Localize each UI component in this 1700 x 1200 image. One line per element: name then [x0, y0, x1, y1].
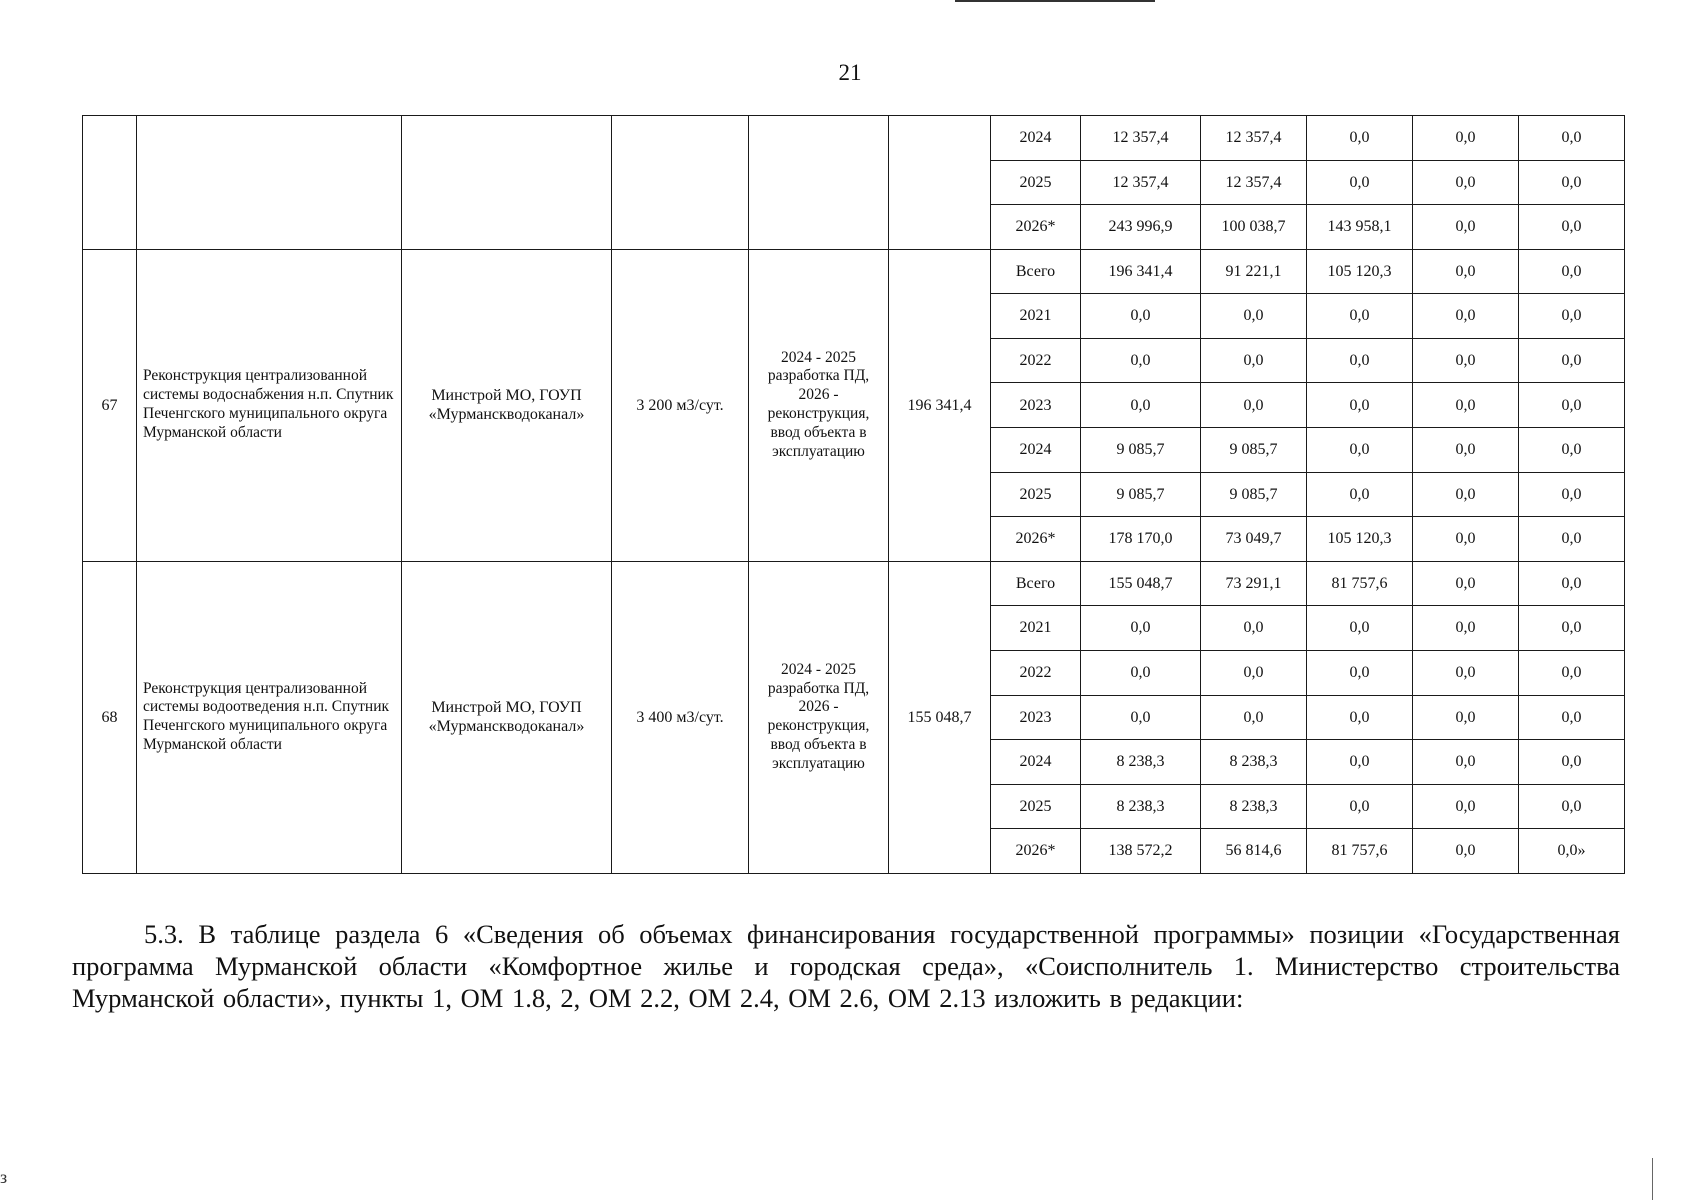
amount-cell: 0,0	[1413, 829, 1519, 874]
amount-cell: 0,0	[1307, 650, 1413, 695]
amount-cell: 9 085,7	[1201, 472, 1307, 517]
amount-cell: 0,0	[1413, 116, 1519, 161]
financing-table	[82, 115, 1625, 874]
year-cell: 2024	[991, 740, 1081, 785]
year-cell: 2023	[991, 383, 1081, 428]
amount-cell: 81 757,6	[1307, 561, 1413, 606]
executor-cell: Минстрой МО, ГОУП «Мурманскводоканал»	[402, 561, 612, 873]
amount-cell: 0,0	[1081, 606, 1201, 651]
year-cell: 2026*	[991, 205, 1081, 250]
year-cell: 2021	[991, 606, 1081, 651]
amount-cell: 0,0	[1307, 784, 1413, 829]
amount-cell: 143 958,1	[1307, 205, 1413, 250]
amount-cell: 0,0	[1307, 160, 1413, 205]
amount-cell: 0,0	[1413, 428, 1519, 473]
page-number: 21	[838, 60, 862, 85]
amount-cell: 0,0	[1201, 294, 1307, 339]
amount-cell: 105 120,3	[1307, 249, 1413, 294]
amount-cell: 0,0	[1413, 294, 1519, 339]
amount-cell: 0,0	[1307, 294, 1413, 339]
amount-cell: 56 814,6	[1201, 829, 1307, 874]
amount-cell: 0,0	[1307, 338, 1413, 383]
amount-cell: 0,0	[1519, 740, 1625, 785]
amount-cell: 105 120,3	[1307, 517, 1413, 562]
amount-cell: 0,0	[1307, 472, 1413, 517]
amount-cell: 0,0»	[1519, 829, 1625, 874]
amount-cell: 73 291,1	[1201, 561, 1307, 606]
amount-cell: 243 996,9	[1081, 205, 1201, 250]
amount-cell: 0,0	[1519, 338, 1625, 383]
amount-cell: 0,0	[1413, 740, 1519, 785]
amount-cell: 0,0	[1413, 472, 1519, 517]
amount-cell: 0,0	[1519, 784, 1625, 829]
year-cell: 2025	[991, 472, 1081, 517]
amount-cell: 196 341,4	[1081, 249, 1201, 294]
amount-cell: 9 085,7	[1081, 472, 1201, 517]
margin-mark: з	[0, 1167, 8, 1187]
total-cost-cell: 196 341,4	[889, 249, 991, 561]
amount-cell: 0,0	[1413, 160, 1519, 205]
amount-cell: 0,0	[1519, 695, 1625, 740]
year-cell: Всего	[991, 561, 1081, 606]
scan-edge-mark	[1652, 1158, 1653, 1200]
amount-cell: 0,0	[1413, 517, 1519, 562]
amount-cell: 0,0	[1413, 338, 1519, 383]
amount-cell: 0,0	[1413, 784, 1519, 829]
amount-cell: 0,0	[1081, 695, 1201, 740]
amount-cell: 8 238,3	[1081, 784, 1201, 829]
amount-cell: 12 357,4	[1081, 116, 1201, 161]
item-name-cell: Реконструкция централизованной системы водоотведения н.п. Спутник Печенгского муниципального округа Мурманской области	[137, 561, 402, 873]
amount-cell: 0,0	[1519, 294, 1625, 339]
amount-cell: 8 238,3	[1201, 784, 1307, 829]
capacity-cell: 3 400 м3/сут.	[612, 561, 749, 873]
amount-cell: 0,0	[1413, 249, 1519, 294]
amount-cell: 0,0	[1201, 606, 1307, 651]
year-cell: 2026*	[991, 829, 1081, 874]
amount-cell: 0,0	[1413, 650, 1519, 695]
year-cell: 2026*	[991, 517, 1081, 562]
amount-cell: 0,0	[1519, 383, 1625, 428]
amount-cell: 0,0	[1519, 428, 1625, 473]
amount-cell: 0,0	[1519, 116, 1625, 161]
amount-cell: 0,0	[1519, 160, 1625, 205]
amount-cell: 0,0	[1519, 650, 1625, 695]
total-cost-cell	[889, 116, 991, 250]
amendment-paragraph: 5.3. В таблице раздела 6 «Сведения об объемах финансирования государственной программы» позиции «Государственная программа Мурманской области «Комфортное жилье и городская среда», «Соисполнитель 1. Министерство строительства Мурманской области», пункты 1, ОМ 1.8, 2, ОМ 2.2, ОМ 2.4, ОМ 2.6, ОМ 2.13 изложить в редакции:	[72, 919, 1620, 1013]
amount-cell: 0,0	[1201, 338, 1307, 383]
amount-cell: 81 757,6	[1307, 829, 1413, 874]
amount-cell: 73 049,7	[1201, 517, 1307, 562]
year-cell: Всего	[991, 249, 1081, 294]
amount-cell: 0,0	[1519, 606, 1625, 651]
amount-cell: 0,0	[1307, 606, 1413, 651]
amount-cell: 138 572,2	[1081, 829, 1201, 874]
year-cell: 2022	[991, 338, 1081, 383]
year-cell: 2023	[991, 695, 1081, 740]
amount-cell: 12 357,4	[1201, 160, 1307, 205]
amount-cell: 0,0	[1413, 383, 1519, 428]
amount-cell: 0,0	[1413, 695, 1519, 740]
year-cell: 2025	[991, 784, 1081, 829]
table-row	[83, 249, 1625, 294]
item-number-cell	[83, 116, 137, 250]
period-cell	[749, 116, 889, 250]
amount-cell: 100 038,7	[1201, 205, 1307, 250]
year-cell: 2024	[991, 116, 1081, 161]
amount-cell: 0,0	[1519, 472, 1625, 517]
top-rule	[955, 0, 1155, 2]
table-row	[83, 561, 1625, 606]
amount-cell: 0,0	[1519, 205, 1625, 250]
amount-cell: 91 221,1	[1201, 249, 1307, 294]
executor-cell	[402, 116, 612, 250]
period-cell: 2024 - 2025 разработка ПД, 2026 - реконструкция, ввод объекта в эксплуатацию	[749, 561, 889, 873]
amount-cell: 0,0	[1307, 383, 1413, 428]
amount-cell: 0,0	[1307, 740, 1413, 785]
item-number-cell: 68	[83, 561, 137, 873]
table-row	[83, 116, 1625, 161]
item-name-cell: Реконструкция централизованной системы водоснабжения н.п. Спутник Печенгского муниципального округа Мурманской области	[137, 249, 402, 561]
table-body	[83, 116, 1625, 874]
amount-cell: 178 170,0	[1081, 517, 1201, 562]
executor-cell: Минстрой МО, ГОУП «Мурманскводоканал»	[402, 249, 612, 561]
capacity-cell: 3 200 м3/сут.	[612, 249, 749, 561]
amount-cell: 9 085,7	[1201, 428, 1307, 473]
amount-cell: 12 357,4	[1201, 116, 1307, 161]
amount-cell: 0,0	[1413, 561, 1519, 606]
item-name-cell	[137, 116, 402, 250]
amount-cell: 0,0	[1201, 383, 1307, 428]
amount-cell: 0,0	[1307, 695, 1413, 740]
amount-cell: 0,0	[1081, 383, 1201, 428]
amount-cell: 0,0	[1413, 606, 1519, 651]
amount-cell: 0,0	[1519, 517, 1625, 562]
amount-cell: 8 238,3	[1201, 740, 1307, 785]
amount-cell: 0,0	[1081, 294, 1201, 339]
amount-cell: 0,0	[1201, 650, 1307, 695]
amount-cell: 0,0	[1201, 695, 1307, 740]
total-cost-cell: 155 048,7	[889, 561, 991, 873]
period-cell: 2024 - 2025 разработка ПД, 2026 - реконструкция, ввод объекта в эксплуатацию	[749, 249, 889, 561]
amount-cell: 155 048,7	[1081, 561, 1201, 606]
amount-cell: 0,0	[1307, 428, 1413, 473]
year-cell: 2024	[991, 428, 1081, 473]
amount-cell: 0,0	[1081, 650, 1201, 695]
year-cell: 2025	[991, 160, 1081, 205]
amount-cell: 0,0	[1081, 338, 1201, 383]
year-cell: 2022	[991, 650, 1081, 695]
amount-cell: 0,0	[1307, 116, 1413, 161]
amount-cell: 0,0	[1519, 561, 1625, 606]
item-number-cell: 67	[83, 249, 137, 561]
amount-cell: 8 238,3	[1081, 740, 1201, 785]
capacity-cell	[612, 116, 749, 250]
year-cell: 2021	[991, 294, 1081, 339]
amount-cell: 0,0	[1413, 205, 1519, 250]
amount-cell: 12 357,4	[1081, 160, 1201, 205]
amount-cell: 9 085,7	[1081, 428, 1201, 473]
amount-cell: 0,0	[1519, 249, 1625, 294]
